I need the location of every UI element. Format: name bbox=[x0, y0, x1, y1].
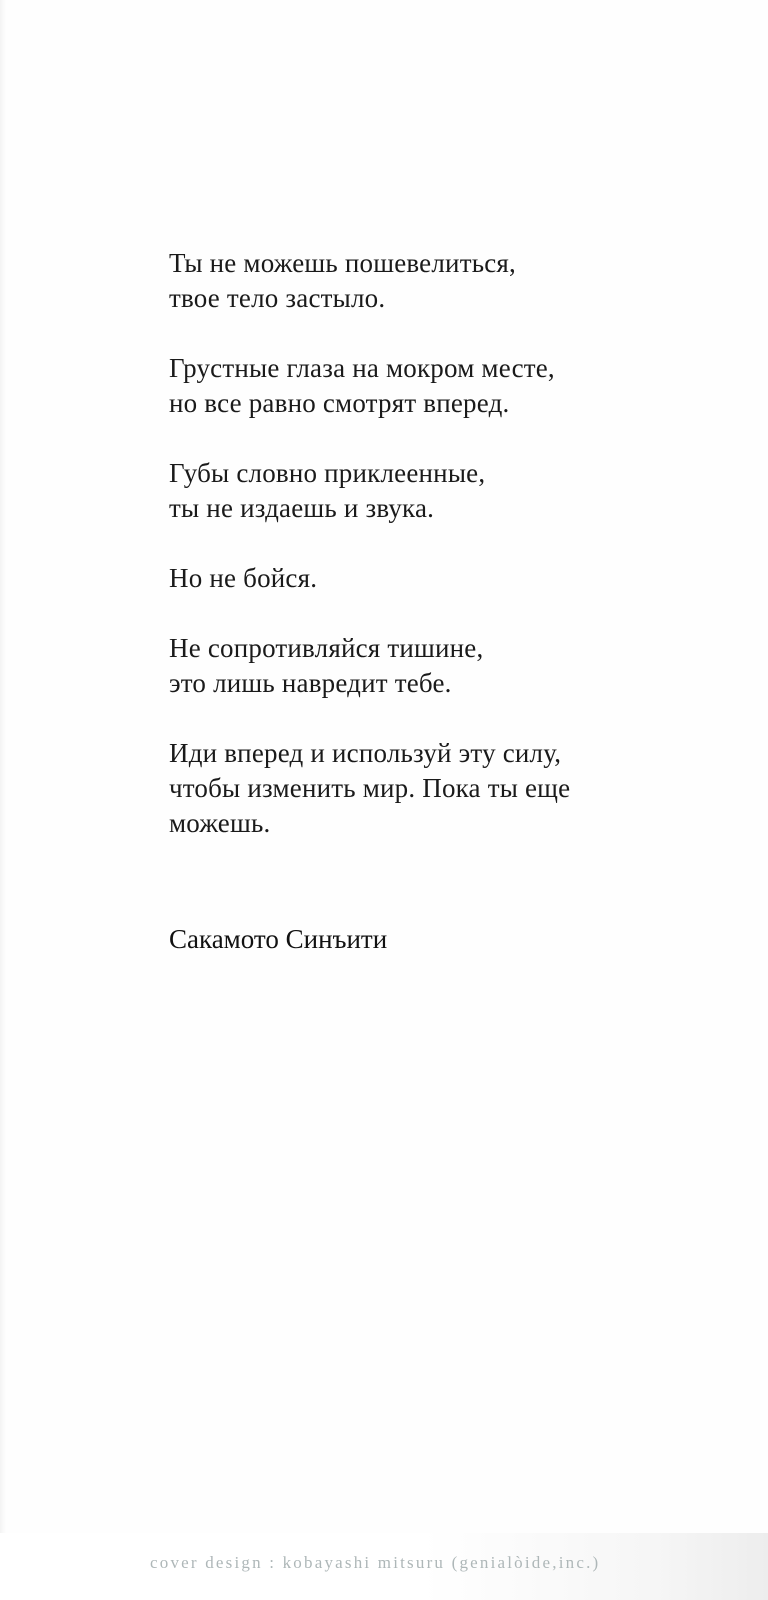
poem-line: твое тело застыло. bbox=[169, 283, 386, 313]
poem-line: это лишь навредит тебе. bbox=[169, 668, 452, 698]
poem-line: Но не бойся. bbox=[169, 563, 318, 593]
stanza bbox=[169, 631, 689, 701]
poem-line: Иди вперед и используй эту силу, bbox=[169, 738, 562, 768]
poem-line: чтобы изменить мир. Пока ты еще bbox=[169, 773, 571, 803]
poem-line: Не сопротивляйся тишине, bbox=[169, 633, 484, 663]
stanza bbox=[169, 351, 689, 421]
poem-line: Губы словно приклеенные, bbox=[169, 458, 486, 488]
poem-line: можешь. bbox=[169, 808, 271, 838]
poem-line: Грустные глаза на мокром месте, bbox=[169, 353, 555, 383]
poem bbox=[169, 246, 689, 876]
poem-line: ты не издаешь и звука. bbox=[169, 493, 435, 523]
stanza bbox=[169, 561, 689, 596]
stanza bbox=[169, 246, 689, 316]
stanza bbox=[169, 456, 689, 526]
page-edge-shadow bbox=[0, 0, 6, 1600]
author-signature: Сакамото Синъити bbox=[169, 924, 388, 954]
poem-line: но все равно смотрят вперед. bbox=[169, 388, 510, 418]
stanza bbox=[169, 736, 689, 841]
poem-line: Ты не можешь пошевелиться, bbox=[169, 248, 516, 278]
cover-design-credit: cover design : kobayashi mitsuru (genialòide,inc.) bbox=[150, 1553, 601, 1572]
